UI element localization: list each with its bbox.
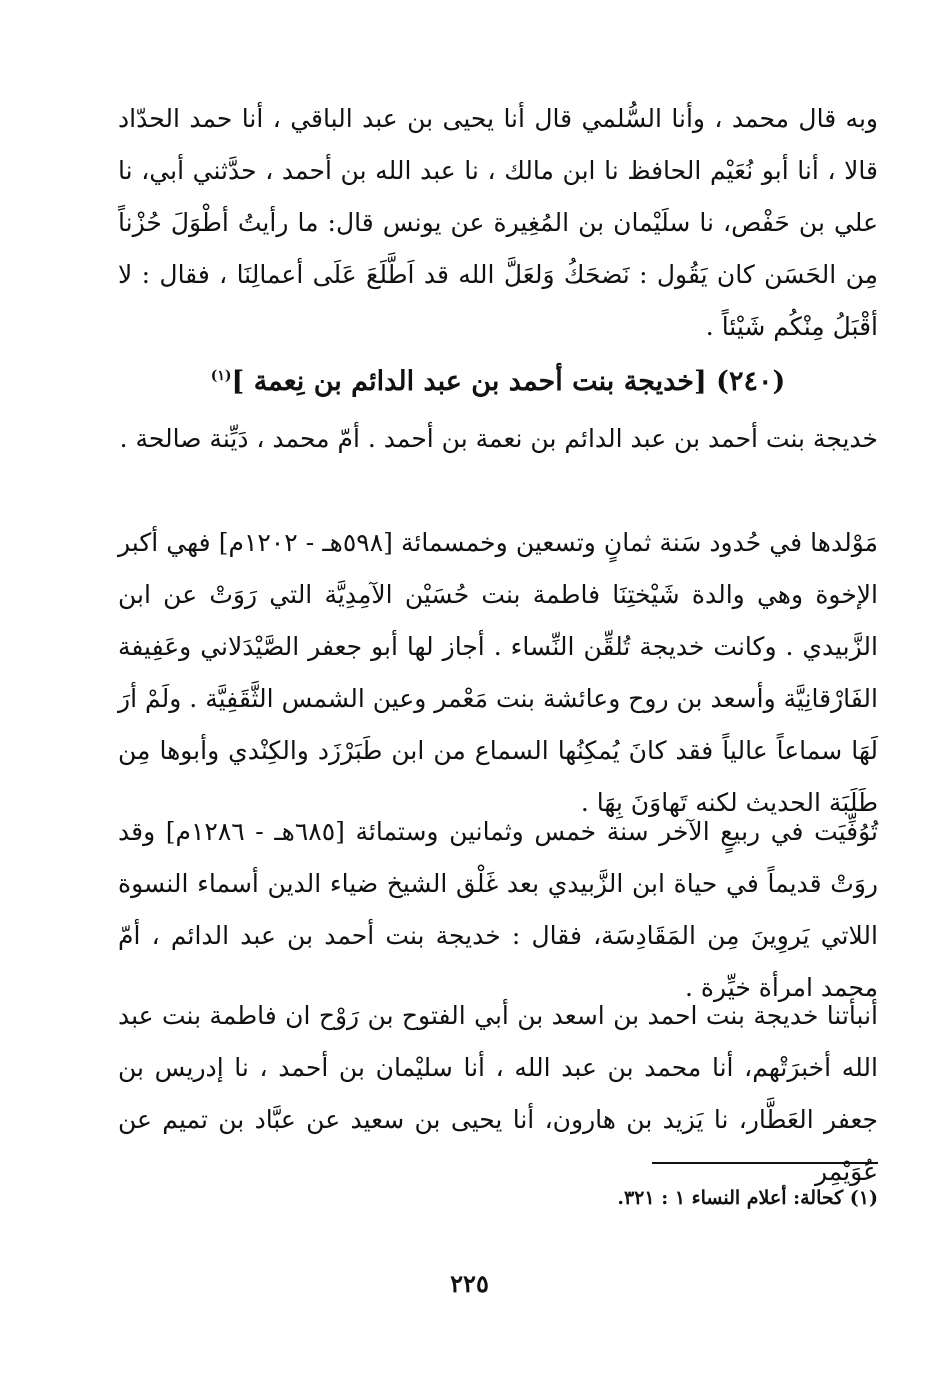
paragraph-birth: مَوْلدها في حُدود سَنة ثمانٍ وتسعين وخمسمائة [٥٩٨هـ - ١٢٠٢م] فهي أكبر الإخوة وهي والدة شَيْختِنَا فاطمة بنت حُسَيْن الآمِدِيَّة التي رَوَتْ عن ابن الزَّبيدي . وكانت خديجة تُلقِّن النِّساء . أجاز لها أبو جعفر الصَّيْدَلاني وعَفِيفة الفَارْقانِيَّة وأسعد بن روح وعائشة بنت مَعْمر وعين الشمس الثَّقَفِيَّة . ولَمْ أرَ لَهَا سماعاً عالياً فقد كانَ يُمكِنُها السماع من ابن طَبَرْزَد والكِنْدي وأبوها مِن طَلَبَة الحديث لكنه تَهاوَنَ بِهَا .	[118, 528, 879, 817]
footnote-divider	[652, 1162, 878, 1164]
paragraph-death: تُوُفِّيَت في ربيعٍ الآخر سنة خمس وثمانين وستمائة [٦٨٥هـ - ١٢٨٦م] وقد روَتْ قديماً في حياة ابن الزَّبيدي بعد غَلْق الشيخ ضياء الدين أسماء النسوة اللاتي يَروِينَ مِن المَقَادِسَة، فقال : خديجة بنت أحمد بن عبد الدائم ، أمّ محمد امرأة خيِّرة .	[118, 817, 879, 1002]
footnote: (١) كحالة: أعلام النساء ١ : ٣٢١.	[617, 1187, 878, 1209]
entry-title-text: (٢٤٠) [خديجة بنت أحمد بن عبد الدائم بن نِعمة ]	[231, 366, 786, 397]
entry-title	[118, 352, 878, 406]
paragraph-entry-intro: خديجة بنت أحمد بن عبد الدائم بن نعمة بن أحمد . أمّ محمد ، دَيِّنة صالحة .	[119, 424, 878, 453]
paragraph-isnad: أنبأتنا خديجة بنت احمد بن اسعد بن أبي الفتوح بن رَوْح ان فاطمة بنت عبد الله أخبرَتْهم، أنا محمد بن عبد الله ، أنا سليْمان بن أحمد ، نا إدريس بن جعفر العَطَّار، نا يَزيد بن هارون، أنا يحيى بن سعيد عن عبَّاد بن تميم عن عُوَيْمِر	[118, 1001, 878, 1186]
paragraph-intro: وبه قال محمد ، وأنا السُّلمي قال أنا يحيى بن عبد الباقي ، أنا حمد الحدّاد قالا ، أنا أبو نُعَيْم الحافظ نا ابن مالك ، نا عبد الله بن أحمد ، حدَّثني أبي، نا علي بن حَفْص، نا سلَيْمان بن المُغِيرة عن يونس قال: ما رأيتُ أطْوَلَ حُزْناً مِن الحَسَن كان يَقُول : نَضحَكُ وَلعَلَّ الله قد اَطَّلَعَ عَلَى أعمالِنَا ، فقال : لا أقْبَلُ مِنْكُم شَيْئاً .	[118, 104, 878, 341]
footnote-reference: (١)	[210, 368, 232, 384]
page-number: ٢٢٥	[450, 1269, 489, 1298]
